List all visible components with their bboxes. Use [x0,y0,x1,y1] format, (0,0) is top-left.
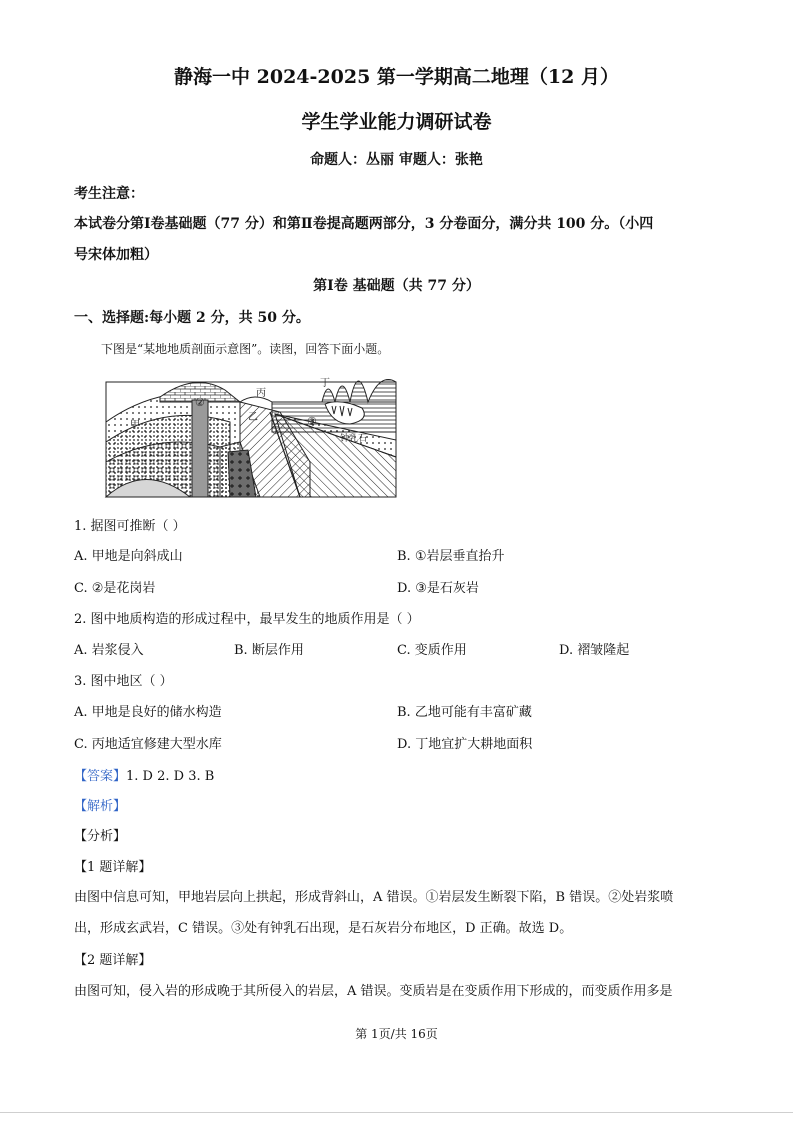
figure-label-jia: 甲 [130,420,140,431]
q1-detail-line1: 由图中信息可知，甲地岩层向上拱起，形成背斜山，A 错误。①岩层发生断裂下陷，B 错误。②处岩浆喷 [74,890,674,905]
page-number: 第 1页/共 16页 [355,1027,438,1041]
q1-option-a: A. 甲地是向斜成山 [74,549,183,564]
q3-option-b: B. 乙地可能有丰富矿藏 [397,705,532,720]
q3-option-a: A. 甲地是良好的储水构造 [74,705,222,720]
q1-option-b: B. ①岩层垂直抬升 [397,549,505,564]
question-3-stem: 3. 图中地区（ ） [74,674,173,689]
page-bottom-rule [0,1112,793,1113]
q1-option-c: C. ②是花岗岩 [74,581,156,596]
analysis-label: 【解析】 [74,799,127,814]
figure-label-3: ③ [307,415,317,428]
volume-title: 第Ⅰ卷 基础题（共 77 分） [313,278,480,294]
q2-option-a: A. 岩浆侵入 [74,643,144,658]
q2-option-d: D. 褶皱隆起 [559,643,630,658]
q2-option-c: C. 变质作用 [397,643,467,658]
q2-detail-line1: 由图可知，侵入岩的形成晚于其所侵入的岩层，A 错误。变质岩是在变质作用下形成的，而变质作用多是 [74,984,673,999]
answer-text: 1. D 2. D 3. B [126,769,215,784]
figure-label-2: ② [195,396,205,409]
figure-intro: 下图是“某地地质剖面示意图”。读图，回答下面小题。 [101,342,390,356]
fenxi-label: 【分析】 [74,829,127,844]
answer-line [74,765,214,784]
notice-label: 考生注意： [74,186,144,202]
q2-option-b: B. 断层作用 [234,643,304,658]
figure-label-ding: 丁 [320,378,330,389]
q3-option-d: D. 丁地宜扩大耕地面积 [397,737,533,752]
page-title: 静海一中 2024-2025 第一学期高二地理（12 月） [174,66,619,88]
answer-label: 【答案】 [74,769,127,784]
q3-option-c: C. 丙地适宜修建大型水库 [74,737,222,752]
part-title: 一、选择题:每小题 2 分，共 50 分。 [74,310,310,326]
notice-line1: 本试卷分第Ⅰ卷基础题（77 分）和第Ⅱ卷提高题两部分，3 分卷面分，满分共 100 分。（小四 [74,216,654,232]
notice-line2: 号宋体加粗） [74,247,158,263]
figure-label-1: ① [271,424,281,437]
q2-detail-label: 【2 题详解】 [74,953,152,968]
figure-label-yi: 乙 [248,412,258,423]
page-subtitle: 学生学业能力调研试卷 [301,111,492,133]
q1-detail-line2: 出，形成玄武岩，C 错误。③处有钟乳石出现，是石灰岩分布地区，D 正确。故选 D。 [74,921,573,936]
geology-cross-section-figure [100,362,402,502]
figure-label-stalactite: 钟乳石 [340,434,368,444]
question-1-stem: 1. 据图可推断（ ） [74,519,186,534]
authors-line: 命题人：丛丽 审题人：张艳 [310,152,483,168]
q1-detail-label: 【1 题详解】 [74,860,152,875]
q1-option-d: D. ③是石灰岩 [397,581,479,596]
question-2-stem: 2. 图中地质构造的形成过程中，最早发生的地质作用是（ ） [74,612,420,627]
figure-label-bing: 丙 [256,388,266,399]
